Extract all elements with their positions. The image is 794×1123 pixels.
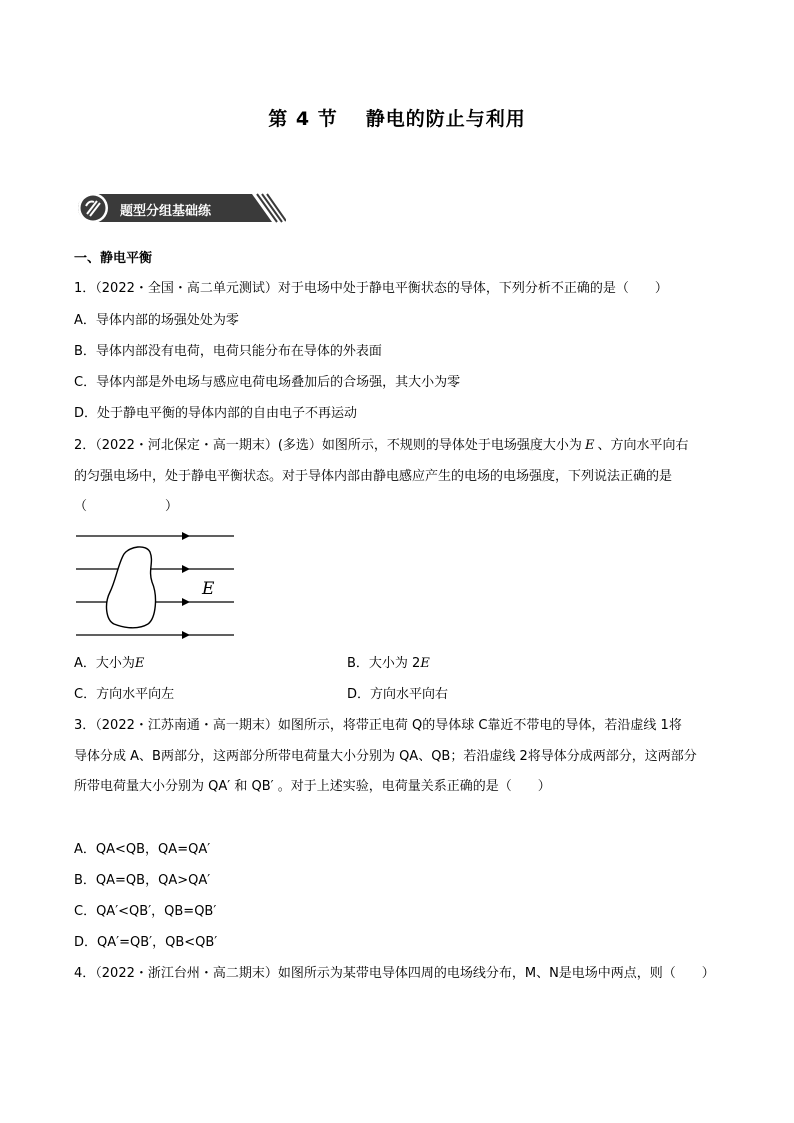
question-3-option-a: A．QA<QB，QA=QA′ (74, 842, 211, 857)
arrow-icon (182, 565, 190, 573)
question-3-line2: 导体分成 A、B两部分，这两部分所带电荷量大小分别为 QA、QB；若沿虚线 2将导体分成两部分，这两部分 (74, 749, 697, 764)
question-2-option-b (347, 654, 430, 674)
section-heading: 一、静电平衡 (74, 251, 153, 266)
irregular-conductor (107, 547, 156, 628)
question-1-option-b: B．导体内部没有电荷，电荷只能分布在导体的外表面 (74, 344, 382, 359)
question-1-option-c: C．导体内部是外电场与感应电荷电场叠加后的合场强，其大小为零 (74, 375, 461, 390)
field-label-e: E (202, 579, 215, 599)
page-title (0, 104, 794, 131)
q2-option-b-text: B．大小为 2 (347, 656, 421, 671)
title-name: 静电的防止与利用 (365, 108, 526, 130)
q2-stem-e: E (584, 438, 595, 453)
q2-stem-tail: 、方向水平向右 (597, 438, 689, 453)
section-banner (74, 190, 286, 226)
question-2-option-c: C．方向水平向左 (74, 687, 175, 702)
question-2-stem-line1 (74, 436, 688, 456)
question-1-stem: 1．（2022・全国・高二单元测试）对于电场中处于静电平衡状态的导体，下列分析不正确的是（ ） (74, 281, 668, 296)
arrow-icon (182, 631, 190, 639)
banner-label: 题型分组基础练 (120, 204, 212, 219)
question-1-option-d: D．处于静电平衡的导体内部的自由电子不再运动 (74, 406, 358, 421)
question-3-option-b: B．QA=QB，QA>QA′ (74, 873, 211, 888)
q2-option-a-symbol: E (134, 656, 145, 671)
q2-option-b-symbol: E (420, 656, 430, 671)
arrow-icon (182, 598, 190, 606)
q2-option-a-text: A．大小为 (74, 656, 135, 671)
question-3-option-c: C．QA′<QB′，QB=QB′ (74, 904, 217, 919)
question-3-option-d: D．QA′=QB′，QB<QB′ (74, 935, 218, 950)
q2-stem-text: 2．（2022・河北保定・高一期末）(多选）如图所示，不规则的导体处于电场强度大小为 (74, 438, 582, 453)
question-2-option-d: D．方向水平向右 (347, 687, 449, 702)
question-3-line1: 3．（2022・江苏南通・高一期末）如图所示，将带正电荷 Q的导体球 C靠近不带电的导体，若沿虚线 1将 (74, 718, 682, 733)
question-2-stem-line2: 的匀强电场中，处于静电平衡状态。对于导体内部由静电感应产生的电场的电场强度，下列说法正确的是 (74, 469, 673, 484)
question-2-stem-line3: （ ） (74, 499, 179, 514)
title-section: 第 4 节 (268, 108, 338, 130)
question-2-option-a (74, 654, 144, 674)
question-4-stem: 4．（2022・浙江台州・高二期末）如图所示为某带电导体四周的电场线分布，M、N是电场中两点，则（ ） (74, 966, 715, 981)
question-1-option-a: A．导体内部的场强处处为零 (74, 313, 239, 328)
question-2-figure (74, 526, 244, 646)
arrow-icon (182, 532, 190, 540)
question-3-line3: 所带电荷量大小分别为 QA′ 和 QB′ 。对于上述实验，电荷量关系正确的是（ ） (74, 779, 551, 794)
